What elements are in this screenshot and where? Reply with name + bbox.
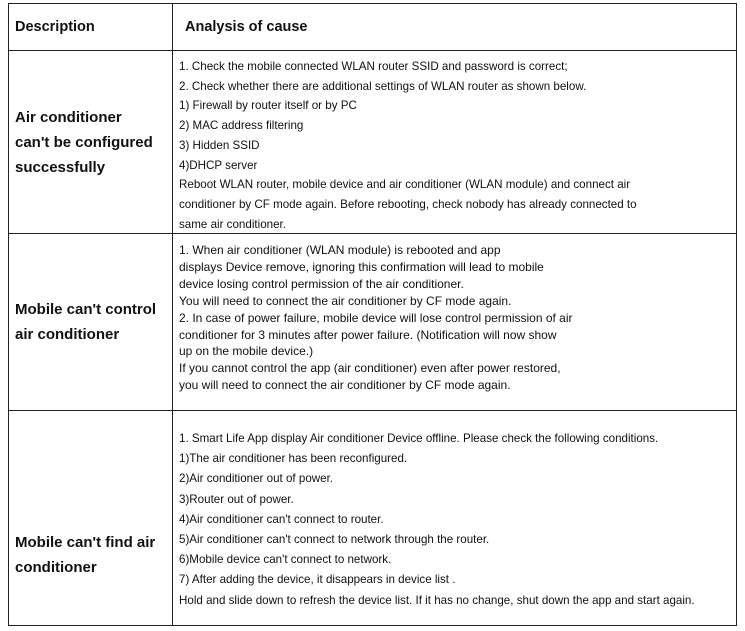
troubleshooting-table <box>8 3 737 626</box>
analysis-line: 1. Smart Life App display Air conditioner Device offline. Please check the following conditions. <box>179 432 659 445</box>
analysis-line: 1. When air conditioner (WLAN module) is rebooted and app <box>179 243 501 257</box>
row-description <box>15 105 153 180</box>
analysis-line: 7) After adding the device, it disappears in device list . <box>179 573 456 587</box>
analysis-line: Hold and slide down to refresh the device list. If it has no change, shut down the app and start again. <box>179 593 695 607</box>
description-line: Air conditioner <box>15 108 122 126</box>
row-analysis <box>179 411 736 611</box>
description-line: Mobile can't find air <box>15 534 156 551</box>
table-row <box>9 234 736 411</box>
description-line: Mobile can't control <box>15 301 157 318</box>
analysis-line: Reboot WLAN router, mobile device and air conditioner (WLAN module) and connect air <box>179 178 631 192</box>
analysis-line: 4)Air conditioner can't connect to router. <box>179 512 384 526</box>
table-header-row <box>9 4 736 51</box>
analysis-line: up on the mobile device.) <box>179 344 314 359</box>
analysis-line: 5)Air conditioner can't connect to network through the router. <box>179 533 490 547</box>
analysis-line: you will need to connect the air conditioner by CF mode again. <box>179 378 511 393</box>
row-analysis <box>179 234 736 394</box>
analysis-line: 3)Router out of power. <box>179 492 294 506</box>
description-line: successfully <box>15 158 106 176</box>
header-description: Description <box>9 4 173 50</box>
table-row <box>9 51 736 234</box>
analysis-line: 2. Check whether there are additional settings of WLAN router as shown below. <box>179 79 587 93</box>
description-line: air conditioner <box>15 326 120 343</box>
row-description <box>15 530 155 580</box>
analysis-line: conditioner for 3 minutes after power failure. (Notification will now show <box>179 327 557 342</box>
description-line: conditioner <box>15 559 97 576</box>
analysis-line: displays Device remove, ignoring this confirmation will lead to mobile <box>179 259 544 274</box>
analysis-line: conditioner by CF mode again. Before rebooting, check nobody has already connected to <box>179 197 637 211</box>
analysis-line: 1. Check the mobile connected WLAN router SSID and password is correct; <box>179 60 568 73</box>
analysis-line: 1) Firewall by router itself or by PC <box>179 99 357 113</box>
row-description <box>15 297 156 347</box>
analysis-line: same air conditioner. <box>179 217 286 231</box>
header-analysis: Analysis of cause <box>185 19 308 35</box>
row-analysis <box>179 51 736 234</box>
analysis-line: 3) Hidden SSID <box>179 138 260 152</box>
analysis-line: 1)The air conditioner has been reconfigured. <box>179 452 408 466</box>
analysis-line: device losing control permission of the air conditioner. <box>179 276 464 291</box>
analysis-line: 4)DHCP server <box>179 158 258 172</box>
analysis-line: 2)Air conditioner out of power. <box>179 472 334 486</box>
description-line: can't be configured <box>15 133 153 151</box>
analysis-line: 2) MAC address filtering <box>179 119 304 133</box>
analysis-line: If you cannot control the app (air conditioner) even after power restored, <box>179 361 561 376</box>
table-row <box>9 411 736 625</box>
analysis-line: 2. In case of power failure, mobile device will lose control permission of air <box>179 310 573 325</box>
analysis-line: 6)Mobile device can't connect to network. <box>179 553 392 567</box>
analysis-line: You will need to connect the air conditioner by CF mode again. <box>179 293 512 308</box>
